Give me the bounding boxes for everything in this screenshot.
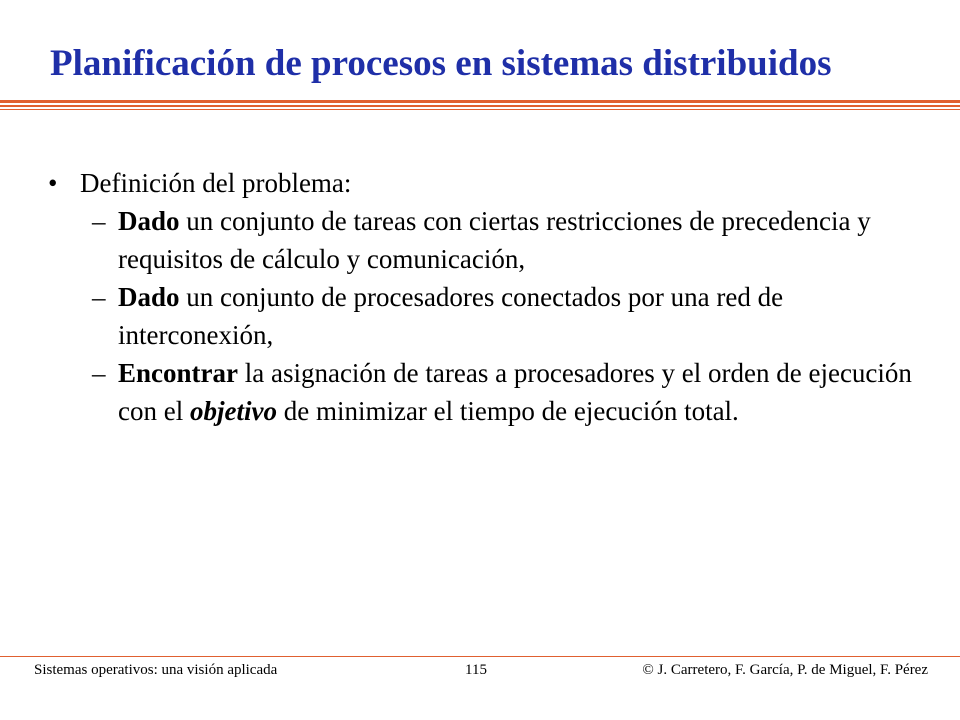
sub-item-given-tasks (92, 202, 926, 278)
sub-item-text (118, 278, 926, 354)
bullet-item (46, 164, 926, 202)
footer-copyright: © J. Carretero, F. García, P. de Miguel, F. Pérez (642, 662, 928, 678)
dash-icon: – (92, 358, 106, 388)
slide-content (46, 164, 926, 430)
sub-item-body-end: de minimizar el tiempo de ejecución total. (276, 396, 739, 426)
sub-item-text (118, 354, 926, 430)
title-underline-rule (0, 109, 960, 110)
dash-icon: – (92, 206, 106, 236)
sub-item-lead: Dado (118, 282, 180, 312)
sub-item-body: un conjunto de procesadores conectados por una red de interconexión, (118, 282, 784, 350)
title-underline-rule (0, 105, 960, 107)
title-underline-rule (0, 100, 960, 103)
sub-item-given-processors (92, 278, 926, 354)
footer-book-title: Sistemas operativos: una visión aplicada (34, 662, 278, 678)
bullet-icon: • (48, 168, 58, 198)
sub-item-lead: Encontrar (118, 358, 238, 388)
slide-title: Planificación de procesos en sistemas distribuidos (50, 43, 832, 84)
sub-item-text (118, 202, 926, 278)
sub-item-find-assignment (92, 354, 926, 430)
footer-page-number: 115 (465, 662, 487, 678)
dash-icon: – (92, 282, 106, 312)
sub-item-emphasis: objetivo (189, 396, 277, 426)
bullet-text: Definición del problema: (80, 168, 352, 198)
sub-item-body: la asignación de tareas a procesadores y el orden de ejecución con el (118, 358, 912, 426)
sub-item-body: un conjunto de tareas con ciertas restricciones de precedencia y requisitos de cálculo y comunicación, (118, 206, 871, 274)
footer-rule (0, 656, 960, 657)
sub-item-lead: Dado (118, 206, 180, 236)
sub-list (46, 202, 926, 430)
